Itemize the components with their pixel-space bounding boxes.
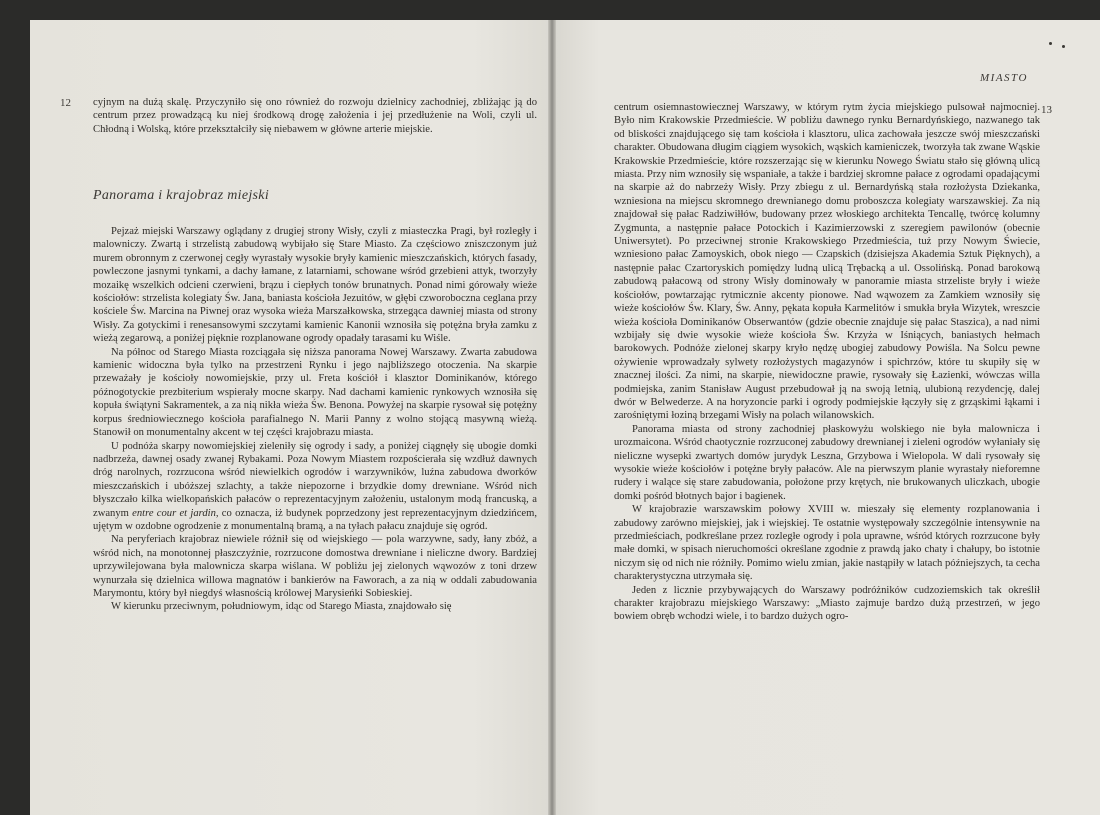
paragraph-text: U podnóża skarpy nowomiejskiej zieleniły się ogrody i sady, a poniżej ciągnęły się ubogie domki nadbrzeża, dawnej osady zwanej Rybakami. Poza Nowym Miastem rozpościerała się wzdłuż dawnych dróg narolnych, rozrzucona wśród niewielkich ogrodów i warzywników, luźna zabudowa dworków mieszczańskich i ubóższej szlachty, a także niepozorne i brzydkie domy drewniane. Wśród nich błyszczało kilka wielkopańskich pałaców o reprezentacyjnym założeniu, ustalonym modą francuską, a zwanym (93, 440, 537, 519)
section-title: Panorama i krajobraz miejski (93, 188, 270, 203)
paragraph: Na północ od Starego Miasta rozciągała się niższa panorama Nowej Warszawy. Zwarta zabudowa kamienic widoczna była tylko na przestrzeni Rynku i jego najbliższego otoczenia. Na skarpie przeważały je kościoły nowomiejskie, przy ul. Freta kościół i klasztor Dominikanów, którego późnogotyckie prezbiterium wspierały mocne skarpy. Nad dachami kamienic rynkowych wznosiła się kopuła świątyni Sakramentek, a za nią nikła wieża Św. Benona. Powyżej na skarpie rysował się potężny korpus średniowiecznego kościoła parafialnego N. Marii Panny z wolno stojącą masywną wieżą. Stanowił on monumentalny akcent w tej części krajobrazu miasta. (93, 346, 537, 439)
paragraph (93, 440, 537, 534)
right-body-text (614, 101, 1040, 624)
page-number-right: 13 (1041, 104, 1052, 116)
running-head: MIASTO (980, 72, 1028, 84)
paragraph: Pejzaż miejski Warszawy oglądany z drugiej strony Wisły, czyli z miasteczka Pragi, był rozległy i malowniczy. Zwartą i strzelistą zabudową wybijało się Stare Miasto. Za częściowo zniszczonym już murem obronnym z czerwonej cegły wyrastały wysokie bryły kamienic mieszczańskich, których fasady, powleczone jasnymi tynkami, a dachy łamane, z latarniami, schowane wśród grzebieni attyk, tworzyły mozaikę wszelkich odcieni czerwieni, brązu i ciepłych tonów brunatnych. Ponad nimi górowały wieże kościołów: strzelista kolegiaty Św. Jana, baniasta kościoła Jezuitów, w głębi czworoboczna ceglana przy kościele Św. Marcina na Piwnej oraz wysoka wieża Marszałkowska, strzegąca dawniej miasta od strony Wisły. Za gotyckimi i renesansowymi szczytami kamienic Kanonii wznosiła się potężna bryła zamku z wieżą zegarową, a poniżej pięknie rozplanowane ogrody opadały tarasami ku Wiśle. (93, 226, 537, 345)
opening-paragraph (93, 96, 537, 136)
speck-mark (1062, 45, 1065, 48)
speck-mark (1049, 42, 1052, 45)
right-page (556, 20, 1100, 815)
book-gutter (548, 20, 556, 815)
paragraph: centrum osiemnastowiecznej Warszawy, w którym rytm życia miejskiego pulsował najmocniej. Było nim Krakowskie Przedmieście. W pobliżu dawnego rynku Bernardyńskiego, nazwanego tak od bliskości znajdującego się tam kościoła i klasztoru, ulica zachowała jeszcze swój mieszczański charakter. Obudowana długim ciągiem wysokich, wąskich kamieniczek, tworzyła tak zwane Wąskie Krakowskie Przedmieście, które rozszerzając się w kierunku Nowego Światu stało się główną ulicą miasta. Przy nim wznosiły się wspaniałe, a także i bardziej skromne pałace z ogrodami opadającymi na skarpie aż do nabrzeży Wisły. Przy zbiegu z ul. Bernardyńską stała rozłożysta Dziekanka, wzniesiona na miejscu skromnego drewnianego domu proboszcza kolegiaty warszawskiej. Za nią znajdował się pałac Radziwiłłów, budowany przez włoskiego architekta Tencallę, twórcę kolumny Zygmunta, a następnie pałace Potockich i Kazimierzowski z szeregiem pawilonów (obecnie Uniwersytet). Po przeciwnej stronie Krakowskiego Przedmieścia, tuż przy Nowym Świecie, wzniesiono pałac Zamoyskich, obok niego — Czapskich (dzisiejsza Akademia Sztuk Pięknych), a następnie pałac Czartoryskich pomiędzy ludną ulicą Trębacką a ul. Ossolińską. Ponad barokową zabudową pałacową od strony Wisły dominowały w panoramie miasta strzeliste bryły i wieże kościołów, powtarzając rytmicznie akcenty pionowe. Nad wąwozem za Zamkiem wznosiły się wieże kościołów Św. Klary, Św. Anny, pękata kopuła Karmelitów i smukła bryła Wizytek, wreszcie wieża kościoła Dominikanów Obserwantów (gdzie obecnie znajduje się pałac Staszica), a nad nimi wzbijały się dwie wysokie wieże kościoła Św. Krzyża w Iśniących, baniastych hełmach barokowych. Podnóże zielonej skarpy kryło nędzę ubogiej zabudowy Powiśla. Na Solcu pewne ożywienie wprowadzały sylwety rozłożystych magazynów i spichrzów, które tu skupiły się w znacznej ilości. Za nimi, na skarpie, niewidoczne prawie, rysowały się Łazienki, wówczas willa podmiejska, zanim Stanisław August przebudował ją na swoją letnią, ulubioną rezydencję, dalej dwór w Belwederze. A na horyzoncie parki i ogrody podmiejskie łączyły się z grząskimi łąkami i zarośniętymi łoziną brzegami Wisły na polach wilanowskich. (614, 102, 1040, 422)
paragraph: Panorama miasta od strony zachodniej płaskowyżu wolskiego nie była malownicza i urozmaicona. Wśród chaotycznie rozrzuconej zabudowy drewnianej i zieleni ogrodów wyłaniały się nieliczne wysepki zwartych domów jurydyk Leszna, Grzybowa i Wielopola. W dali rysowały się wysokie wieże kościołów i potężne bryły pałaców. Ale na pierwszym planie wyrastały nieforemne rudery i walące się stare zabudowania, położone przy krętych, nie brukowanych uliczkach, ubogie domki pośród błotnych bajor i bagienek. (614, 423, 1040, 502)
page-number-left: 12 (60, 97, 71, 109)
italic-phrase: entre cour et jardin, (132, 507, 219, 519)
left-body-text (93, 225, 537, 614)
paragraph: Jeden z licznie przybywających do Warszawy podróżników cudzoziemskich tak określił charakter krajobrazu miejskiego Warszawy: „Miasto zajmuje bardzo dużą przestrzeń, w jego bowiem obręb wchodzi wiele, i to bardzo dużych ogro- (614, 584, 1040, 623)
paragraph: cyjnym na dużą skalę. Przyczyniło się ono również do rozwoju dzielnicy zachodniej, zbliżając ją do centrum przez prowadzącą ku niej środkową drogę założenia i jej przedłużenie na Woli, czyli ul. Chłodną i Wolską, które przekształciły się niebawem w główne arterie miejskie. (93, 97, 537, 135)
left-page (30, 20, 550, 815)
paragraph: Na peryferiach krajobraz niewiele różnił się od wiejskiego — pola warzywne, sady, łany zbóż, a wśród nich, na monotonnej płaszczyźnie, rozrzucone domostwa drewniane i nieliczne dwory. Bardziej uprzywilejowana była malownicza skarpa wiślana. W pobliżu jej zielonych wąwozów z toni drzew wynurzała się dzielnica willowa magnatów i bankierów na Faworach, a za nią w oddali zabudowania Marymontu, który był niegdyś własnością królowej Marysieńki Sobieskiej. (93, 534, 537, 599)
paragraph-text: co oznacza, iż budynek poprzedzony jest reprezentacyjnym dziedzińcem, ujętym w ozdobne ogrodzenie z monumentalną bramą, a na tyłach pałacu znajduje się ogród. (93, 507, 537, 532)
paragraph: W krajobrazie warszawskim połowy XVIII w. mieszały się elementy rozplanowania i zabudowy zarówno miejskiej, jak i wiejskiej. Te ostatnie występowały szczególnie intensywnie na przedmieściach, podkreślane przez rozległe ogrody i pola uprawne, wśród których rozrzucone były małe domki, w spisach nieruchomości określane zgodnie z prawdą jako chaty i chałupy, bo istotnie niczym się od nich nie różniły. Pomimo wielu zmian, jakie nastąpiły w latach późniejszych, ta cecha charakterystyczna utrzymała się. (614, 504, 1040, 583)
paragraph: W kierunku przeciwnym, południowym, idąc od Starego Miasta, znajdowało się (111, 601, 452, 613)
